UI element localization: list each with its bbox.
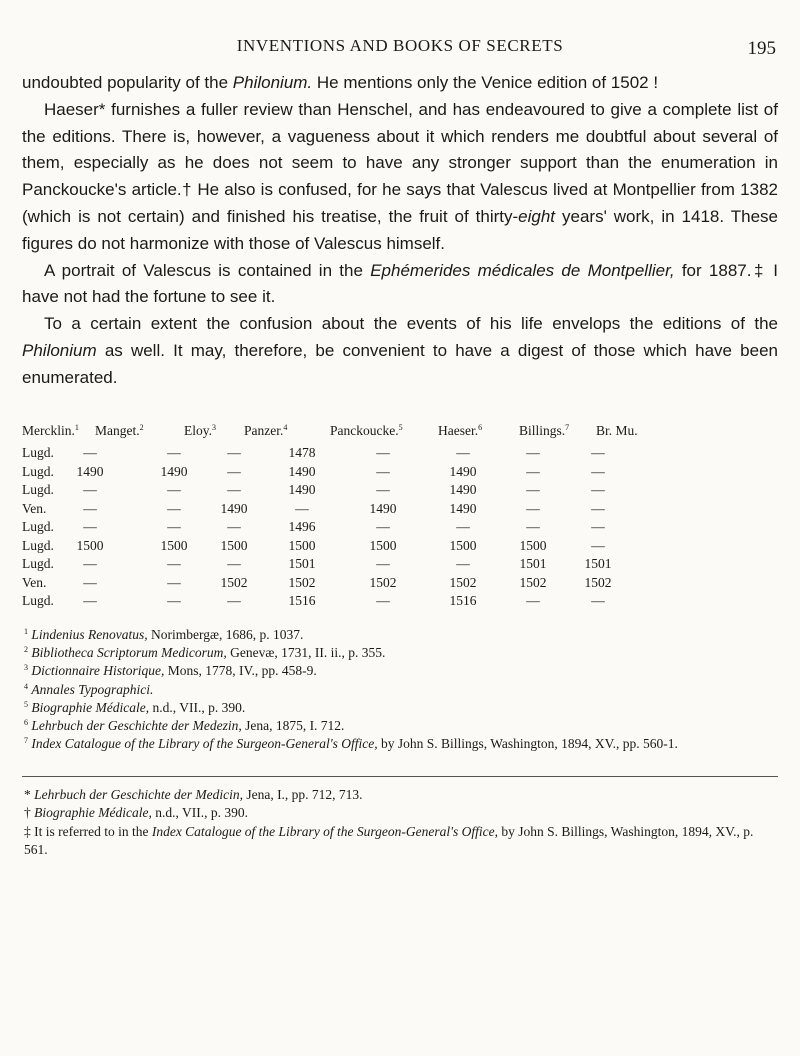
place-cell: Ven. bbox=[22, 574, 47, 590]
year-cell: — bbox=[591, 500, 605, 516]
year-cell: — bbox=[526, 482, 540, 497]
column-header: Mercklin.$^1$ bbox=[22, 423, 79, 438]
column-header: Panckoucke.$^5$ bbox=[330, 423, 403, 438]
footnote-6: $^6$ Lehrbuch der Geschichte der Medezin, Jena, 1875, I. 712. bbox=[24, 718, 345, 734]
year-cell: — bbox=[227, 593, 241, 608]
table-row bbox=[22, 445, 778, 464]
place-cell: Lugd. bbox=[22, 519, 54, 534]
year-cell: — bbox=[167, 482, 181, 497]
year-cell: — bbox=[83, 574, 97, 590]
year-cell: 1502 bbox=[288, 574, 316, 590]
footnote-2: $^2$ Bibliotheca Scriptorum Medicorum, Genevæ, 1731, II. ii., p. 355. bbox=[24, 645, 386, 661]
year-cell: 1490 bbox=[449, 463, 477, 479]
year-cell: — bbox=[227, 556, 241, 571]
year-cell: — bbox=[526, 500, 540, 516]
year-cell: 1500 bbox=[160, 537, 188, 553]
year-cell: — bbox=[526, 445, 540, 460]
table-row bbox=[22, 464, 778, 483]
body-text bbox=[22, 70, 778, 392]
text-run: To a certain extent the confusion about the events of his life envelops the editions of the bbox=[44, 314, 778, 334]
place-cell: Ven. bbox=[22, 500, 47, 516]
footnote-3: $^3$ Dictionnaire Historique, Mons, 1778, IV., pp. 458-9. bbox=[24, 663, 317, 679]
year-cell: 1501 bbox=[288, 556, 316, 571]
year-cell: — bbox=[591, 482, 605, 497]
year-cell: — bbox=[591, 519, 605, 534]
year-cell: — bbox=[295, 500, 309, 516]
table-header bbox=[22, 423, 778, 445]
table-row bbox=[22, 538, 778, 557]
column-header: Haeser.$^6$ bbox=[438, 423, 483, 438]
year-cell: — bbox=[591, 445, 605, 460]
year-cell: 1496 bbox=[288, 519, 316, 534]
year-cell: — bbox=[227, 482, 241, 497]
year-cell: 1502 bbox=[369, 574, 397, 590]
year-cell: 1490 bbox=[76, 463, 104, 479]
text-run: He mentions only the Venice edition of 1502 ! bbox=[312, 73, 659, 92]
footnote-5: $^5$ Biographie Médicale, n.d., VII., p. 390. bbox=[24, 699, 246, 715]
place-cell: Lugd. bbox=[22, 593, 54, 608]
year-cell: — bbox=[456, 519, 470, 534]
table-row bbox=[22, 593, 778, 612]
footnote-rule bbox=[22, 776, 778, 777]
table-row bbox=[22, 556, 778, 575]
year-cell: — bbox=[591, 593, 605, 608]
year-cell: 1490 bbox=[288, 482, 316, 497]
year-cell: 1502 bbox=[220, 574, 248, 590]
year-cell: — bbox=[167, 556, 181, 571]
year-cell: — bbox=[83, 519, 97, 534]
year-cell: — bbox=[83, 556, 97, 571]
page-footnotes bbox=[22, 786, 778, 860]
year-cell: 1490 bbox=[160, 463, 188, 479]
year-cell: — bbox=[167, 500, 181, 516]
place-cell: Lugd. bbox=[22, 537, 54, 553]
year-cell: — bbox=[376, 482, 390, 497]
year-cell: 1502 bbox=[584, 574, 612, 590]
year-cell: — bbox=[227, 445, 241, 460]
place-cell: Lugd. bbox=[22, 463, 54, 479]
year-cell: — bbox=[83, 500, 97, 516]
year-cell: — bbox=[376, 556, 390, 571]
year-cell: — bbox=[526, 519, 540, 534]
place-cell: Lugd. bbox=[22, 445, 54, 460]
year-cell: — bbox=[591, 463, 605, 479]
year-cell: 1478 bbox=[288, 445, 316, 460]
paragraph-1 bbox=[22, 70, 778, 97]
italic-word: eight bbox=[518, 206, 556, 226]
footnote-1: $^1$ Lindenius Renovatus, Norimbergæ, 1686, p. 1037. bbox=[24, 627, 304, 642]
table-footnotes bbox=[22, 626, 778, 753]
year-cell: — bbox=[83, 593, 97, 608]
footnote-4: $^4$ Annales Typographici. bbox=[24, 681, 154, 697]
page-number: 195 bbox=[747, 38, 776, 59]
paragraph-4 bbox=[22, 311, 778, 391]
table-row bbox=[22, 519, 778, 538]
year-cell: — bbox=[227, 519, 241, 534]
year-cell: 1500 bbox=[220, 537, 248, 553]
year-cell: — bbox=[526, 593, 540, 608]
year-cell: — bbox=[167, 593, 181, 608]
year-cell: — bbox=[526, 463, 540, 479]
page-header bbox=[22, 34, 778, 64]
year-cell: — bbox=[167, 519, 181, 534]
year-cell: — bbox=[376, 445, 390, 460]
year-cell: 1516 bbox=[449, 593, 477, 608]
column-header: Manget.$^2$ bbox=[95, 423, 144, 438]
year-cell: 1500 bbox=[369, 537, 397, 553]
paragraph-2 bbox=[22, 97, 778, 258]
year-cell: 1500 bbox=[519, 537, 547, 553]
text-run: for 1887.‡ I have not had the fortune to see it. bbox=[22, 260, 778, 307]
table-row bbox=[22, 575, 778, 594]
year-cell: — bbox=[456, 445, 470, 460]
year-cell: 1500 bbox=[449, 537, 477, 553]
column-header: Eloy.$^3$ bbox=[184, 423, 216, 438]
year-cell: 1490 bbox=[449, 482, 477, 497]
year-cell: 1490 bbox=[449, 500, 477, 516]
year-cell: — bbox=[83, 445, 97, 460]
year-cell: — bbox=[376, 593, 390, 608]
year-cell: — bbox=[456, 556, 470, 571]
footnote-7: $^7$ Index Catalogue of the Library of the Surgeon-General's Office, by John S. Billings, Washington, 1894, XV., pp. 560-1. bbox=[24, 736, 678, 752]
year-cell: 1500 bbox=[76, 537, 104, 553]
year-cell: 1490 bbox=[369, 500, 397, 516]
year-cell: 1500 bbox=[288, 537, 316, 553]
year-cell: 1501 bbox=[519, 556, 547, 571]
italic-title: Ephémerides médicales de Montpellier, bbox=[370, 260, 675, 280]
place-cell: Lugd. bbox=[22, 556, 54, 571]
table-row bbox=[22, 501, 778, 520]
footnote-double-dagger: ‡ It is referred to in the Index Catalogue of the Library of the Surgeon-General's Office, by John S. Billings, Washington, 1894, XV., p. 561. bbox=[24, 823, 754, 858]
year-cell: — bbox=[227, 463, 241, 479]
year-cell: — bbox=[591, 537, 605, 553]
year-cell: 1516 bbox=[288, 593, 316, 608]
year-cell: 1502 bbox=[449, 574, 477, 590]
year-cell: 1502 bbox=[519, 574, 547, 590]
text-run: Haeser* furnishes a fuller review than Henschel, and has endeavoured to give a complete list of the editions. There is, however, a vagueness about it which renders me doubtful about several of them, especially as he does not seem to have any stronger support than the enumeration in Panckoucke's article.† He also is confused, for he says that Valescus lived at Montpellier from 1382 (which is not certain) and finished his treatise, the fruit of thirty- bbox=[22, 99, 778, 226]
year-cell: — bbox=[376, 463, 390, 479]
editions-table bbox=[22, 423, 778, 612]
table-row bbox=[22, 482, 778, 501]
year-cell: 1501 bbox=[584, 556, 612, 571]
year-cell: — bbox=[167, 445, 181, 460]
italic-title: Philonium bbox=[22, 340, 97, 360]
year-cell: — bbox=[376, 519, 390, 534]
running-head: INVENTIONS AND BOOKS OF SECRETS bbox=[236, 36, 564, 55]
place-cell: Lugd. bbox=[22, 482, 54, 497]
column-header: Br. Mu. bbox=[596, 423, 638, 438]
italic-title: Philonium. bbox=[232, 73, 313, 92]
footnote-star: * Lehrbuch der Geschichte der Medicin, Jena, I., pp. 712, 713. bbox=[24, 787, 363, 802]
year-cell: 1490 bbox=[220, 500, 248, 516]
column-header: Panzer.$^4$ bbox=[244, 423, 288, 438]
paragraph-3 bbox=[22, 258, 778, 312]
year-cell: 1490 bbox=[288, 463, 316, 479]
footnote-dagger: † Biographie Médicale, n.d., VII., p. 390. bbox=[24, 805, 248, 821]
table-body bbox=[22, 445, 778, 612]
column-header: Billings.$^7$ bbox=[519, 423, 570, 438]
text-run: years' work, in 1418. These figures do not harmonize with those of Valescus himself. bbox=[22, 206, 779, 253]
year-cell: — bbox=[83, 482, 97, 497]
text-run: as well. It may, therefore, be convenient to have a digest of those which have been enumerated. bbox=[22, 340, 778, 387]
text-run: A portrait of Valescus is contained in the bbox=[44, 260, 371, 280]
text-run: undoubted popularity of the bbox=[22, 73, 233, 92]
year-cell: — bbox=[167, 574, 181, 590]
